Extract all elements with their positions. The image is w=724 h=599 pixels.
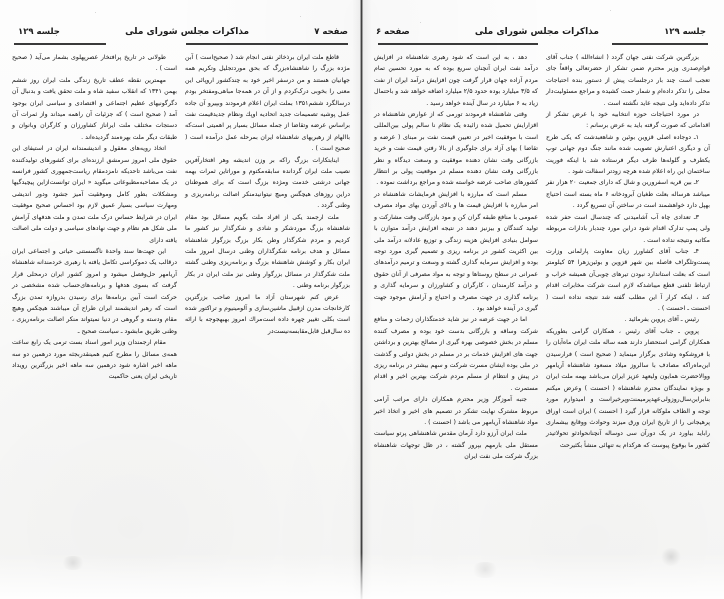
list-item: ۳ـ تعدادی چاه آب آشامیدنی که چندسال است حفر شده ولی پمپ تدارک اقدام شود درابن مورد چندبار بادارات مربوطه مکاتبه ونتیجه نداده است .: [546, 213, 710, 244]
paragraph: عرض کنم شهرستان آزاد ما امروز صاحب بزرگترین کارخانجات مدرن ازقبیل ماشین‌سازی و آلومینیوم و تراکتور شده است بکلی تغییر چهره داده است‌مراك امروز بهبهجوجه با ارائه ده سال‌قبل قابل‌مقابسه‌نیست‌در: [185, 293, 350, 335]
page-right: [362, 0, 724, 599]
page-left-publication-title: مذاکرات مجلس شورای ملی: [125, 27, 250, 37]
scan-smudge: [660, 548, 682, 566]
paragraph: این جهت‌ها سند واحدهٔ ناگسستنی حیاتی و اجتماعی ایران درقالب یک دموکراسی تکامل یافته با رهبری خردمندانه شاهنشاه آریامهر حل‌وفصل میشود و امروز کشور ایران درمحلی قرار گرفت که بسوی هدفها و برنامه‌های‌حساب شده مشخصی در حرکت است آبین برنامه‌ها برای رسیدن بدروازه تمدن بزرگ است که رهبر اندیشمند ایران طراح آن میباشند هیچکس وهیچ مقام ودسته و گروهی در دنیا نمیتواند منکر اصالت برنامه‌ریزی ، وطنی طریق مابشود ـ سیاست صحیح ـ: [12, 247, 177, 335]
paragraph: دهد ، به این است که شود رهبری شاهنشاه در افزایش درآمد نفت ایران آنچنان سریع بوده که به مورد تحسین تمام مردم آزاده جهان قرار گرفت چون افزایش درآمد ایران از نفت که ۳/۵ میلیارد بوده حدود ۲/۵ میلیارد اضافه خواهد شد و باحتمال زیاد به ۶ میلیارد در سال آینده خواهد رسید .: [374, 54, 538, 107]
speaker-line-parvin: پروین ـ جناب آقای رئیس ، همکاران گرامی بطوریکه همکاران گرامی استحضار دارند همه ساله ملت ایران ماه‌آبان را با فروشکوه وشادی برگزار مینماید ( صحیح است ) فرارسیدن این‌ماه‌راکه مصادف با سالروز میلاد مسعود شاهنشاه آریامهر ووالاحضرت همایون ولیعهد عزیز ایران می‌باشد بهمه ملت ایران و بویژه نمایندگان محترم شاهنشاه ( احسنت ) وعرض میکنم بنابراین‌سال‌روز‌ولی‌عهد‌پرمیمنت‌وپرخیر‌است و امیدوارم مورد توجه و الطاف ملوکانه قرار گیرد ( احسنت ) ایران است اوراق پرهیجانی را از تاریخ ایران ورق میزند وحوادث ووقایع بیشماری راباید بیاورد در یک دورآن سی دوساله آنچنانحوادثو تحولاتیدر کشور ما بوقوع پیوست که هرکدام به تنهائی منشأ بکثیرحث: [546, 327, 710, 449]
page-right-header-rule-right: [612, 43, 708, 45]
paragraph: در مورد احتیاجات حوزه انتخابیه خود با عرض تشکر از اقداماتی که صورت گرفته باید به عرض برسانم :: [546, 111, 710, 130]
paragraph: اتخاذ رویه‌های معقول و اندیشمندانه ایران در استیفای این حقوق ملی امروز سرمشق ارزنده‌ای برای کشورهای تولیدکننده نفت می‌باشد تاحدیکه نامزدمقام ریاست‌جمهوری کشور فرانسه در یک مصاحبه‌مطبوعاتی میگوید « ایران توانست‌ازاین پیچیدگیها ومشکلات بطور کامل وموفقیت آمیز جشود ودور اندیشی ومهارت سیاسی بسیار عمیق لازم بود احساس صحیح موفقیت ایران در شرایط حساس درک ملت تمدن و ملت هدفهای آرامش ملی شکل هم نظام و جهت نهادهای سیاسی و دولت ملی اصالت یافته دارای: [12, 145, 177, 244]
paragraph: وقتی شاهنشاه فرمودند تورمی که از عوارض شاهنشاه در اقزارایش تحمیل شده زائیده یک نظام نا سالم پولی بین‌المللی است با موفقیت اخیر در تعیین قیمت نفت بر مبنای ( عرضه و تقاضا ) بهای آزاد برای جلوگیری از بالا رفتن قیمت نفت و خرید بازرگانی وقت نشان دهنده موفقیت و وسعت دیدگاه و نظر بازرگانی وقت نشان دهنده مسلم در موقعیت پولی بر انتظار کشورهای صاحب عرضه خواسته شده و مراجع برداشت نموده .: [374, 111, 538, 187]
page-left-column-left: [185, 52, 350, 599]
page-left-page-label: صفحه ۷: [314, 27, 348, 37]
paragraph: مهمترین نقطه عطف تاریخ زندگی ملت ایران روز ششم بهمن ۱۳۴۱ که انقلاب سفید شاه و ملت تحقق یافت و بدنبال آن دگرگونیهای عظیم اجتماعی و اقتصادی و سیاسی ایران بوجود آمد ( صحیح است ) که جزئیات آن راهمه میداند واز ثمرات آن دستجات مختلف ملت ایراناز کشاورزان و کارگران وبانوان و طبقات دیگر ملت بهره‌مند گردیده‌اند .: [12, 76, 177, 141]
list-item: ۴ـ جناب آقای کشاورز زیان معاونت پارلمانی وزارت پست‌وتلگراف فاصله بین شهر قزوین و بوئین‌زهرا ۵۴ کیلومتر است که بعلت استاندارد نبودن تیرهای چوبی‌آن همیشه خراب و ارتباط تلفنی قطع میباشدکه لازم است شرکت مخابرات اقدام کند ، اینکه کرار آ این مطلب گفته شد نتیجه نداده است ( احسنت ـ احسنت ) .: [546, 247, 711, 312]
paragraph: ملت ایران آرزو دارد آرمان مقدس شاهنشاهی پرتو سیاست مستقل ملی بارمهم بپرور گشته ، در ظل توجهات شاهنشاه بزرگ شرکت ملی نفت ایران: [374, 430, 538, 461]
paragraph: جنبه آموزگار وزیر محترم همکاران دارای مراتب آرامی مربوط مشترک نهایت تشکر در تصمیم های اخیر و اتخاذ اخیر مواد شاهنشاه آریامهر می باشد ( احسنت ) .: [374, 396, 538, 426]
paragraph: بزرگترین شرکت نفتی جهان گردد ( انشاء‌الله ) جناب آقای قوام‌صدری وزیر محترم ضمن تشکر از حضرتعالی واقعاً جای تعجب است چند بار درجلسات پیش از دستور بنده احتیاجات محلی را تذکر داده‌ام و شمار حمت کشیده و مراجع مسئولیت‌دار تذکر داده‌اید ولی نتیجه عاید نگشته است .: [546, 54, 710, 107]
page-left-column-right: [12, 52, 177, 599]
speaker-line-chairman: رئیس ـ آقای پروین بفرمائید .: [624, 316, 699, 324]
page-right-column-left: [546, 52, 710, 599]
page-right-page-label: صفحه ۶: [376, 27, 410, 37]
list-item: ۲ـ بین قریه اسفرورین و شال که دارای جمعیت ۲۰ هزار نفر میباشد هرساله بعلت طغیان آبرودخانه ۶ ماه بسته است احتیاج بهپل دارد خواهشمند است در ساختن آن تسریع گردد .: [546, 179, 710, 210]
paragraph: قاطع ملت ایران برذخائر نفتی انجام شد ( صحیح‌است ) آبن مژده بزرگ را شاهنشاه‌بزرگ که بحق موردتجلیل وتکریم همه جهانیان هستند و من درسفر اخیر خود به چندکشور اروپائی این معنی را بخوبی درک‌کردم و از آن در همه‌جا مباهی‌ومفتخر بودم درسالگرد ششم۱۳۵۱ بملت ایران اعلام فرمودند وبپیرو آن جاده عمل پوشیه تصمیمات جدید اتحادیه اوپك ونظام جدیدقیمت نفت براساس عرضه وتقاضا از جمله مسائل بسیار پر اهمیتی است‌که باالهام از رهبریهای شاهنشاه ایران بمرحله عمل درآمده است ( صحیح است ) .: [185, 54, 351, 153]
page-right-session-label: جلسه ۱۲۹: [664, 27, 706, 37]
scan-smudge: [470, 562, 500, 578]
page-right-publication-title: مذاکرات مجلس شورای ملی: [474, 27, 599, 37]
paragraph: اما در جهت عرضه در نیز شاید خدمتگذاران زحمات و منافع شرکت وساقه و بازرگانی بدست خود بوده و مصرف کننده مسلم در بخش خصوصی بهره گیری از مصالح بهترین و برداشتن جهت های افزایش خدمات بر در مسلم در بخش دولتی و گذشت در ملی بوده ایشان مسرت شرکت و سهم بیشتر در برنامه ریزی در پیش و انتظام از مسلم مردم شرکت بهترین اخیر و اقدام مستمرت .: [374, 316, 538, 392]
scan-speck: [420, 22, 421, 23]
paragraph: ملت ارجمند یکی از افراد ملت بگویم مسائل بود مقام شاهنشاه بزرگ موردشکر و شادی و شکرگذار نیز کشور ما کردیم و مردم شکرگذار وطن بکار بزرگ بزرگوار شاهنشاه مسائل و هدف برنامه شکرگذاران وطنی درسال امروز ملت ایران بکار و کوشش شاهنشاه بزرگ و برنامه‌ریزی وطنی گشته ملت شکرگذار در مسائل بزرگوار وطنی نیز ملت ایران در بکار بزرگوار برنامه وطنی .: [185, 213, 350, 290]
list-item: ۱ـ دوجاده اصلی قزوین بوئین و شاهعبدشت که یکی طرح آن و دیگری اعتبارش تصویب شده مانند جنگ دوم جهانی توپ یکطرف و گلوله‌ها طرف دیگر فرستاده شد با اینکه فوریت ساختمان این راه اعلام شده هرچه زودتر اسفالت شود .: [546, 133, 710, 176]
paragraph: طولانی در تاریخ پرافتخار عصرپهلوی بشمار می‌آید ( صحیح است ) .: [12, 54, 177, 73]
page-right-columns: [362, 52, 724, 599]
page-right-column-right: [374, 52, 538, 599]
scan-speck: [95, 12, 96, 13]
page-left-columns: [0, 52, 362, 599]
page-left-header-rule-left: [14, 43, 106, 45]
paragraph: اینابتکارات بزرگ راکه بر وزن اندیشه وهر افتخارآفرین نصیب ملت ایران گردانده سابقه‌مکتوم و موراتاین ثمرات بهمه جهانی درشتی خدمت ومژده بزرگ است که برای هموطنان دراین روزهای هیچگس ومیچ نیتوانیدمنکر اصالت برنامه‌ریزی و وطنی گردد .: [185, 156, 350, 210]
scan-speck: [300, 16, 301, 17]
scan-smudge: [60, 556, 86, 570]
binding-gutter-line: [360, 0, 363, 599]
paragraph: مقام ارجمندان وزیر امور اسناد بست ترمی یک رابع ساعت همه‌ی مسائل را مطرح کنیم همینقدربجثه مورد درهمین دو سه ماهه اخیر اشاره شود درهمین سه ماهه اخیر بزرگترین رویداد تاریخی ایران یعنی حاکمیت: [12, 339, 177, 381]
scan-speck: [610, 10, 611, 11]
page-left-session-label: جلسه ۱۲۹: [18, 27, 60, 37]
page-right-header-rule-left: [378, 43, 538, 45]
page-left-header-rule-right: [186, 43, 348, 45]
paragraph: مسلم است که مبارزه با افزایش فرمایشات شاهنشاه در امر مبارزه با افزایش قیمت ها و بالای آوردن بهای مواد مصرف عمومی با منافع طبقه گران کن و مود بازرگانی وقت مشارکت و تولید کنندگان و بیزنیز دهند در نتیجه افزایش درآمد متوازن با سوامل بنیادی افزایش هزینه زندگی و توزیع عادلانه درآمد ملی بین اکثریت کشور در برنامه ریزی و تصمیم گیری مورد توجه بوده و افزایش سرمایه گذاری گشته و وسعت و ترمیم درآمدهای عمرانی در سطح روستاها و توجه به مواد مصرفی از آنان حقوق و درآمد کارمندان ، کارگران و کشاورزان و سرمایه گذاری و برنامه گذاری در جهت مصرف و احتیاج و آرامش موجود جهت گیری در آینده خواهد بود .: [374, 190, 538, 312]
